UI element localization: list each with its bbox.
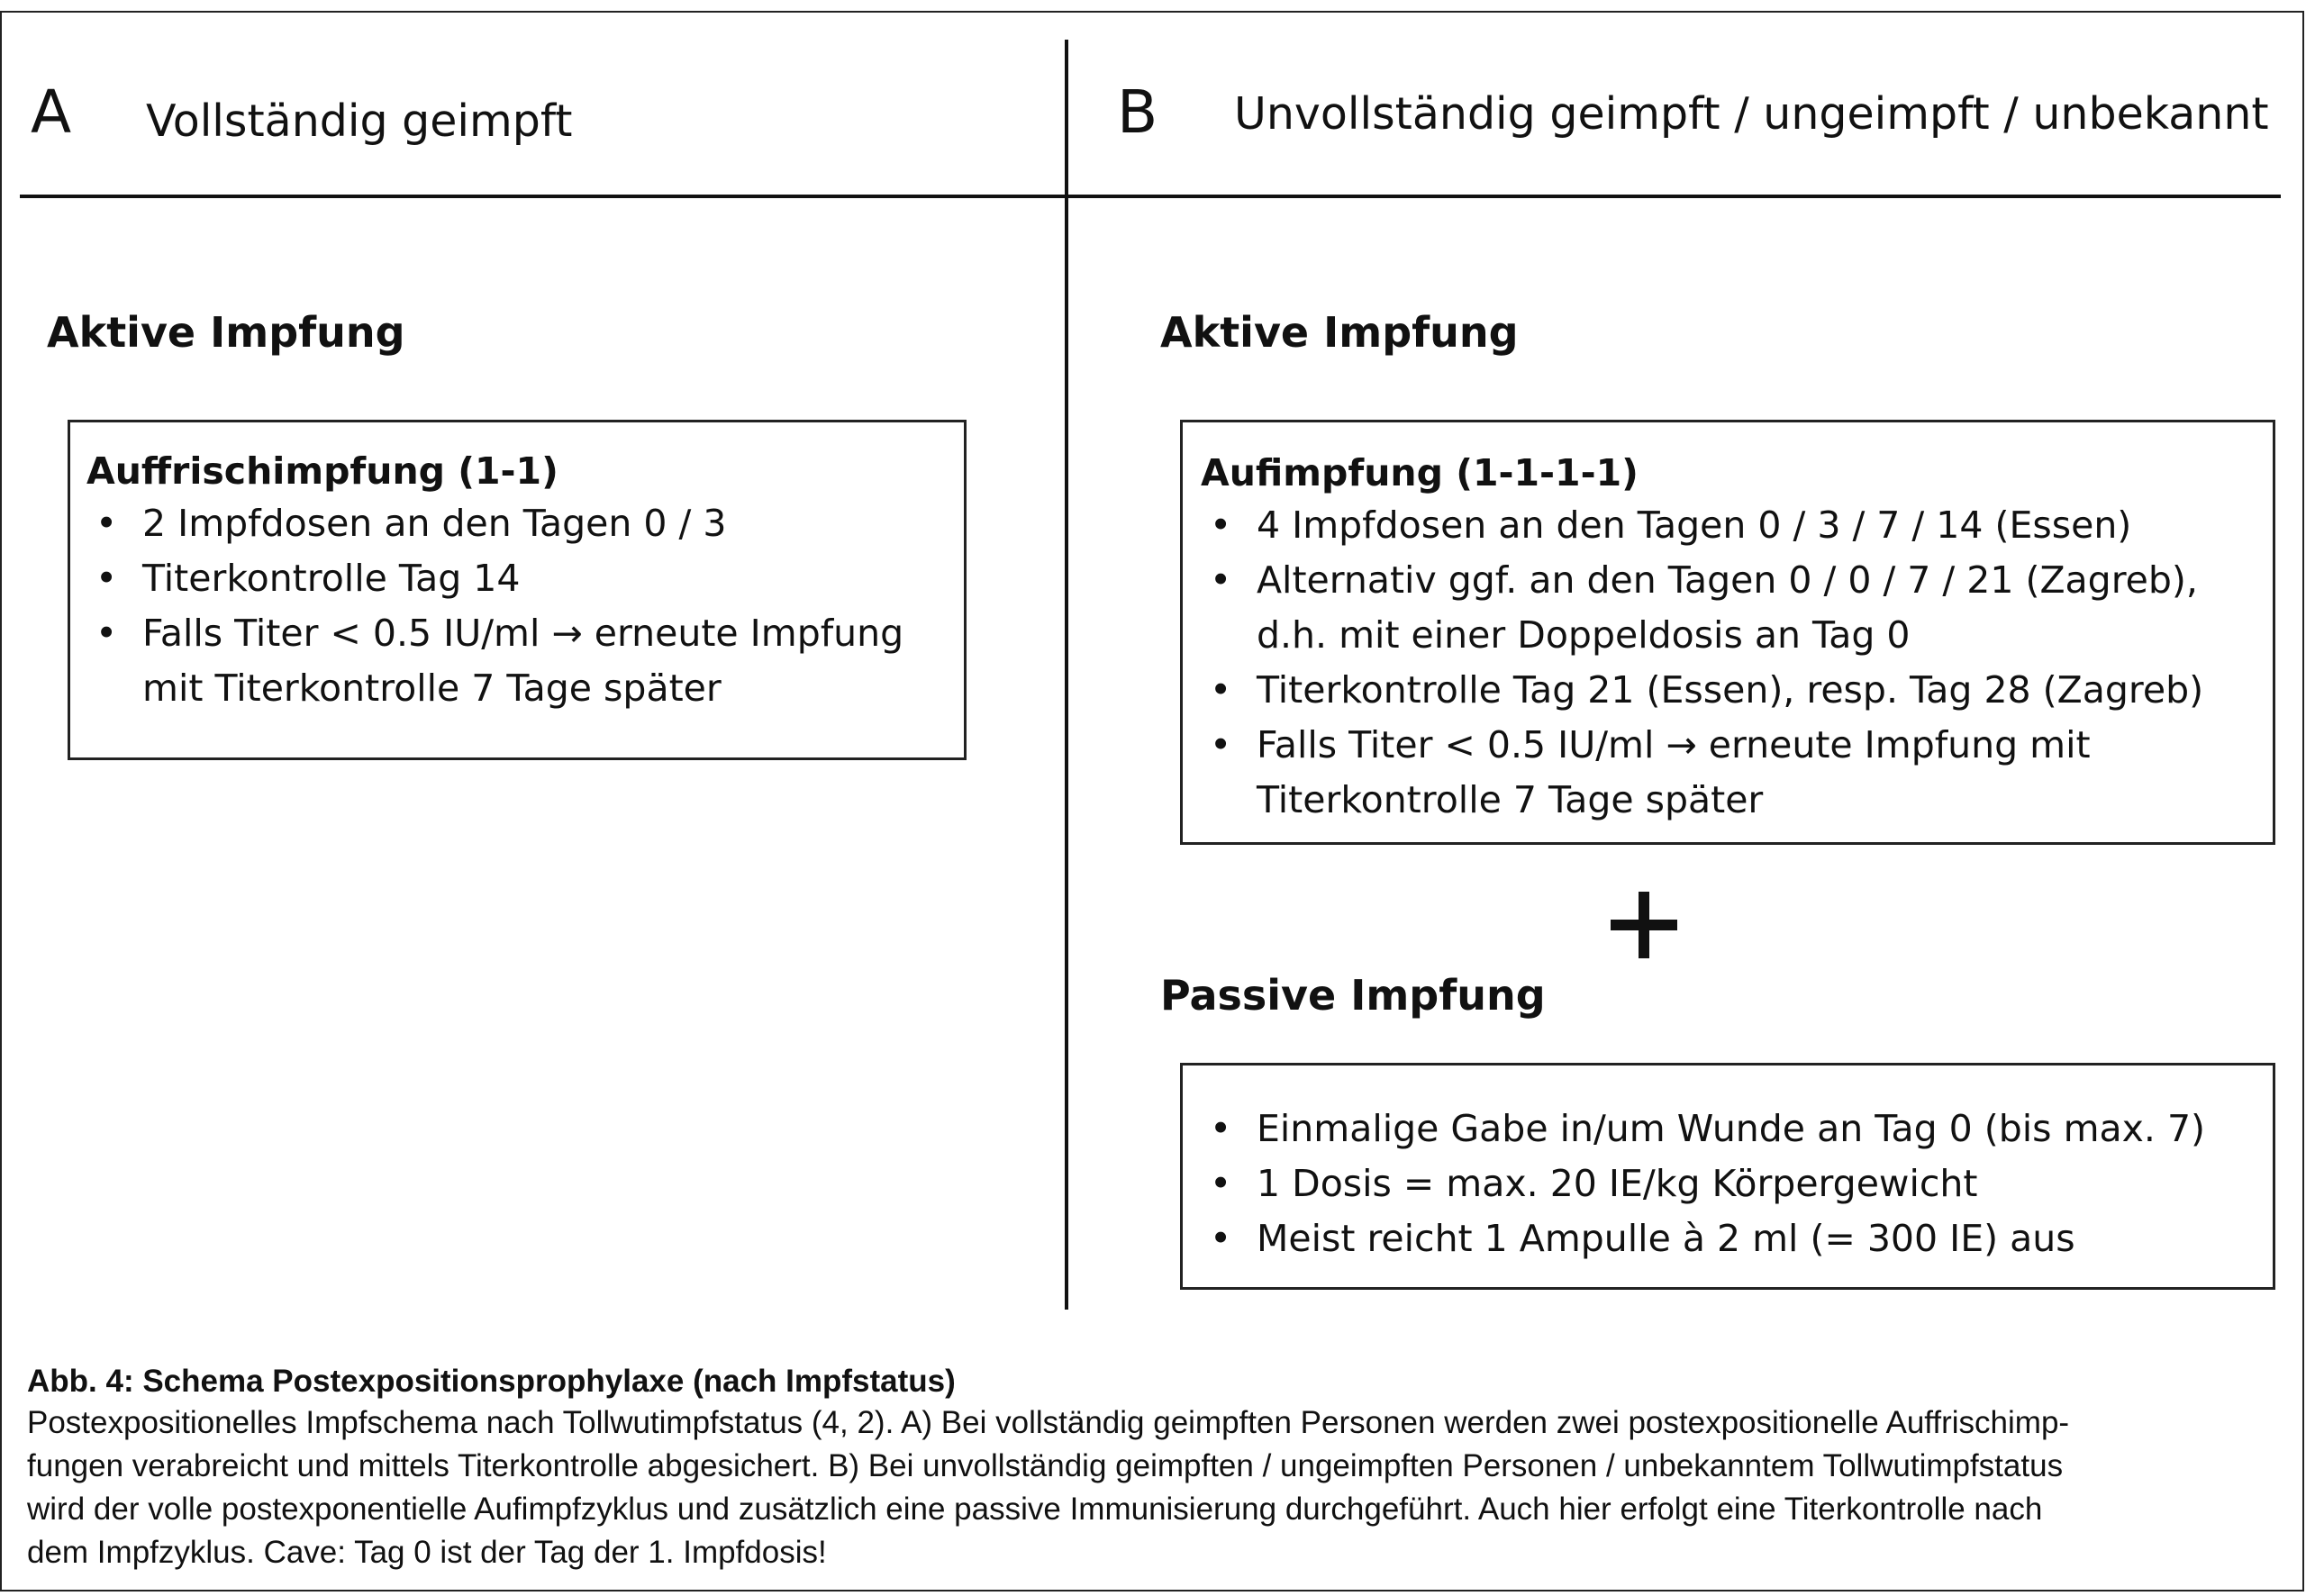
list-item: • 1 Dosis = max. 20 IE/kg Körpergewicht (1210, 1162, 1978, 1205)
caption-line: dem Impfzyklus. Cave: Tag 0 ist der Tag der 1. Impfdosis! (27, 1535, 827, 1570)
panel-b-title: Unvollständig geimpft / ungeimpft / unbekannt (1234, 88, 2269, 140)
primary-vaccination-box (1180, 420, 2275, 845)
caption-title: Abb. 4: Schema Postexpositionsprophylaxe (nach Impfstatus) (27, 1364, 956, 1399)
passive-immunization-box (1180, 1063, 2275, 1290)
panel-b-letter: B (1117, 77, 1158, 147)
list-item: • Meist reicht 1 Ampulle à 2 ml (= 300 IE) aus (1210, 1217, 2075, 1260)
booster-box-title: Auffrischimpfung (1-1) (86, 449, 558, 493)
column-divider (1065, 40, 1068, 1310)
primary-vaccination-box-title: Aufimpfung (1-1-1-1) (1201, 451, 1639, 494)
right-active-heading: Aktive Impfung (1160, 308, 1519, 357)
list-item: • 4 Impfdosen an den Tagen 0 / 3 / 7 / 14 (Essen) (1210, 503, 2132, 547)
panel-a-letter: A (31, 77, 72, 147)
caption-line: wird der volle postexponentielle Aufimpfzyklus und zusätzlich eine passive Immunisierung durchgeführt. Auch hier erfolgt eine Titerkontrolle nach (27, 1492, 2043, 1527)
list-item: • 2 Impfdosen an den Tagen 0 / 3 (95, 502, 727, 545)
passive-heading: Passive Impfung (1160, 971, 1546, 1020)
figure-caption (27, 1362, 2279, 1574)
booster-box (68, 420, 967, 760)
list-item: • Falls Titer < 0.5 IU/ml → erneute Impfung (95, 612, 904, 655)
list-item: • Titerkontrolle Tag 21 (Essen), resp. Tag 28 (Zagreb) (1210, 668, 2204, 712)
list-item-continuation: d.h. mit einer Doppeldosis an Tag 0 (1257, 613, 1911, 657)
list-item-continuation: mit Titerkontrolle 7 Tage später (142, 667, 722, 710)
list-item: • Alternativ ggf. an den Tagen 0 / 0 / 7 / 21 (Zagreb), (1210, 558, 2198, 602)
plus-icon (1611, 892, 1677, 958)
caption-line: fungen verabreicht und mittels Titerkontrolle abgesichert. B) Bei unvollständig geimpften / ungeimpften Personen / unbekanntem Tollwutimpfstatus (27, 1448, 2064, 1483)
caption-line: Postexpositionelles Impfschema nach Tollwutimpfstatus (4, 2). A) Bei vollständig geimpften Personen werden zwei postexpositionelle Auffrischimp- (27, 1405, 2070, 1440)
panel-a-title: Vollständig geimpft (146, 95, 573, 147)
list-item: • Falls Titer < 0.5 IU/ml → erneute Impfung mit (1210, 723, 2091, 766)
left-active-heading: Aktive Impfung (47, 308, 405, 357)
header-divider (20, 195, 2281, 198)
list-item: • Einmalige Gabe in/um Wunde an Tag 0 (bis max. 7) (1210, 1107, 2206, 1150)
list-item-continuation: Titerkontrolle 7 Tage später (1257, 778, 1764, 821)
list-item: • Titerkontrolle Tag 14 (95, 557, 521, 600)
